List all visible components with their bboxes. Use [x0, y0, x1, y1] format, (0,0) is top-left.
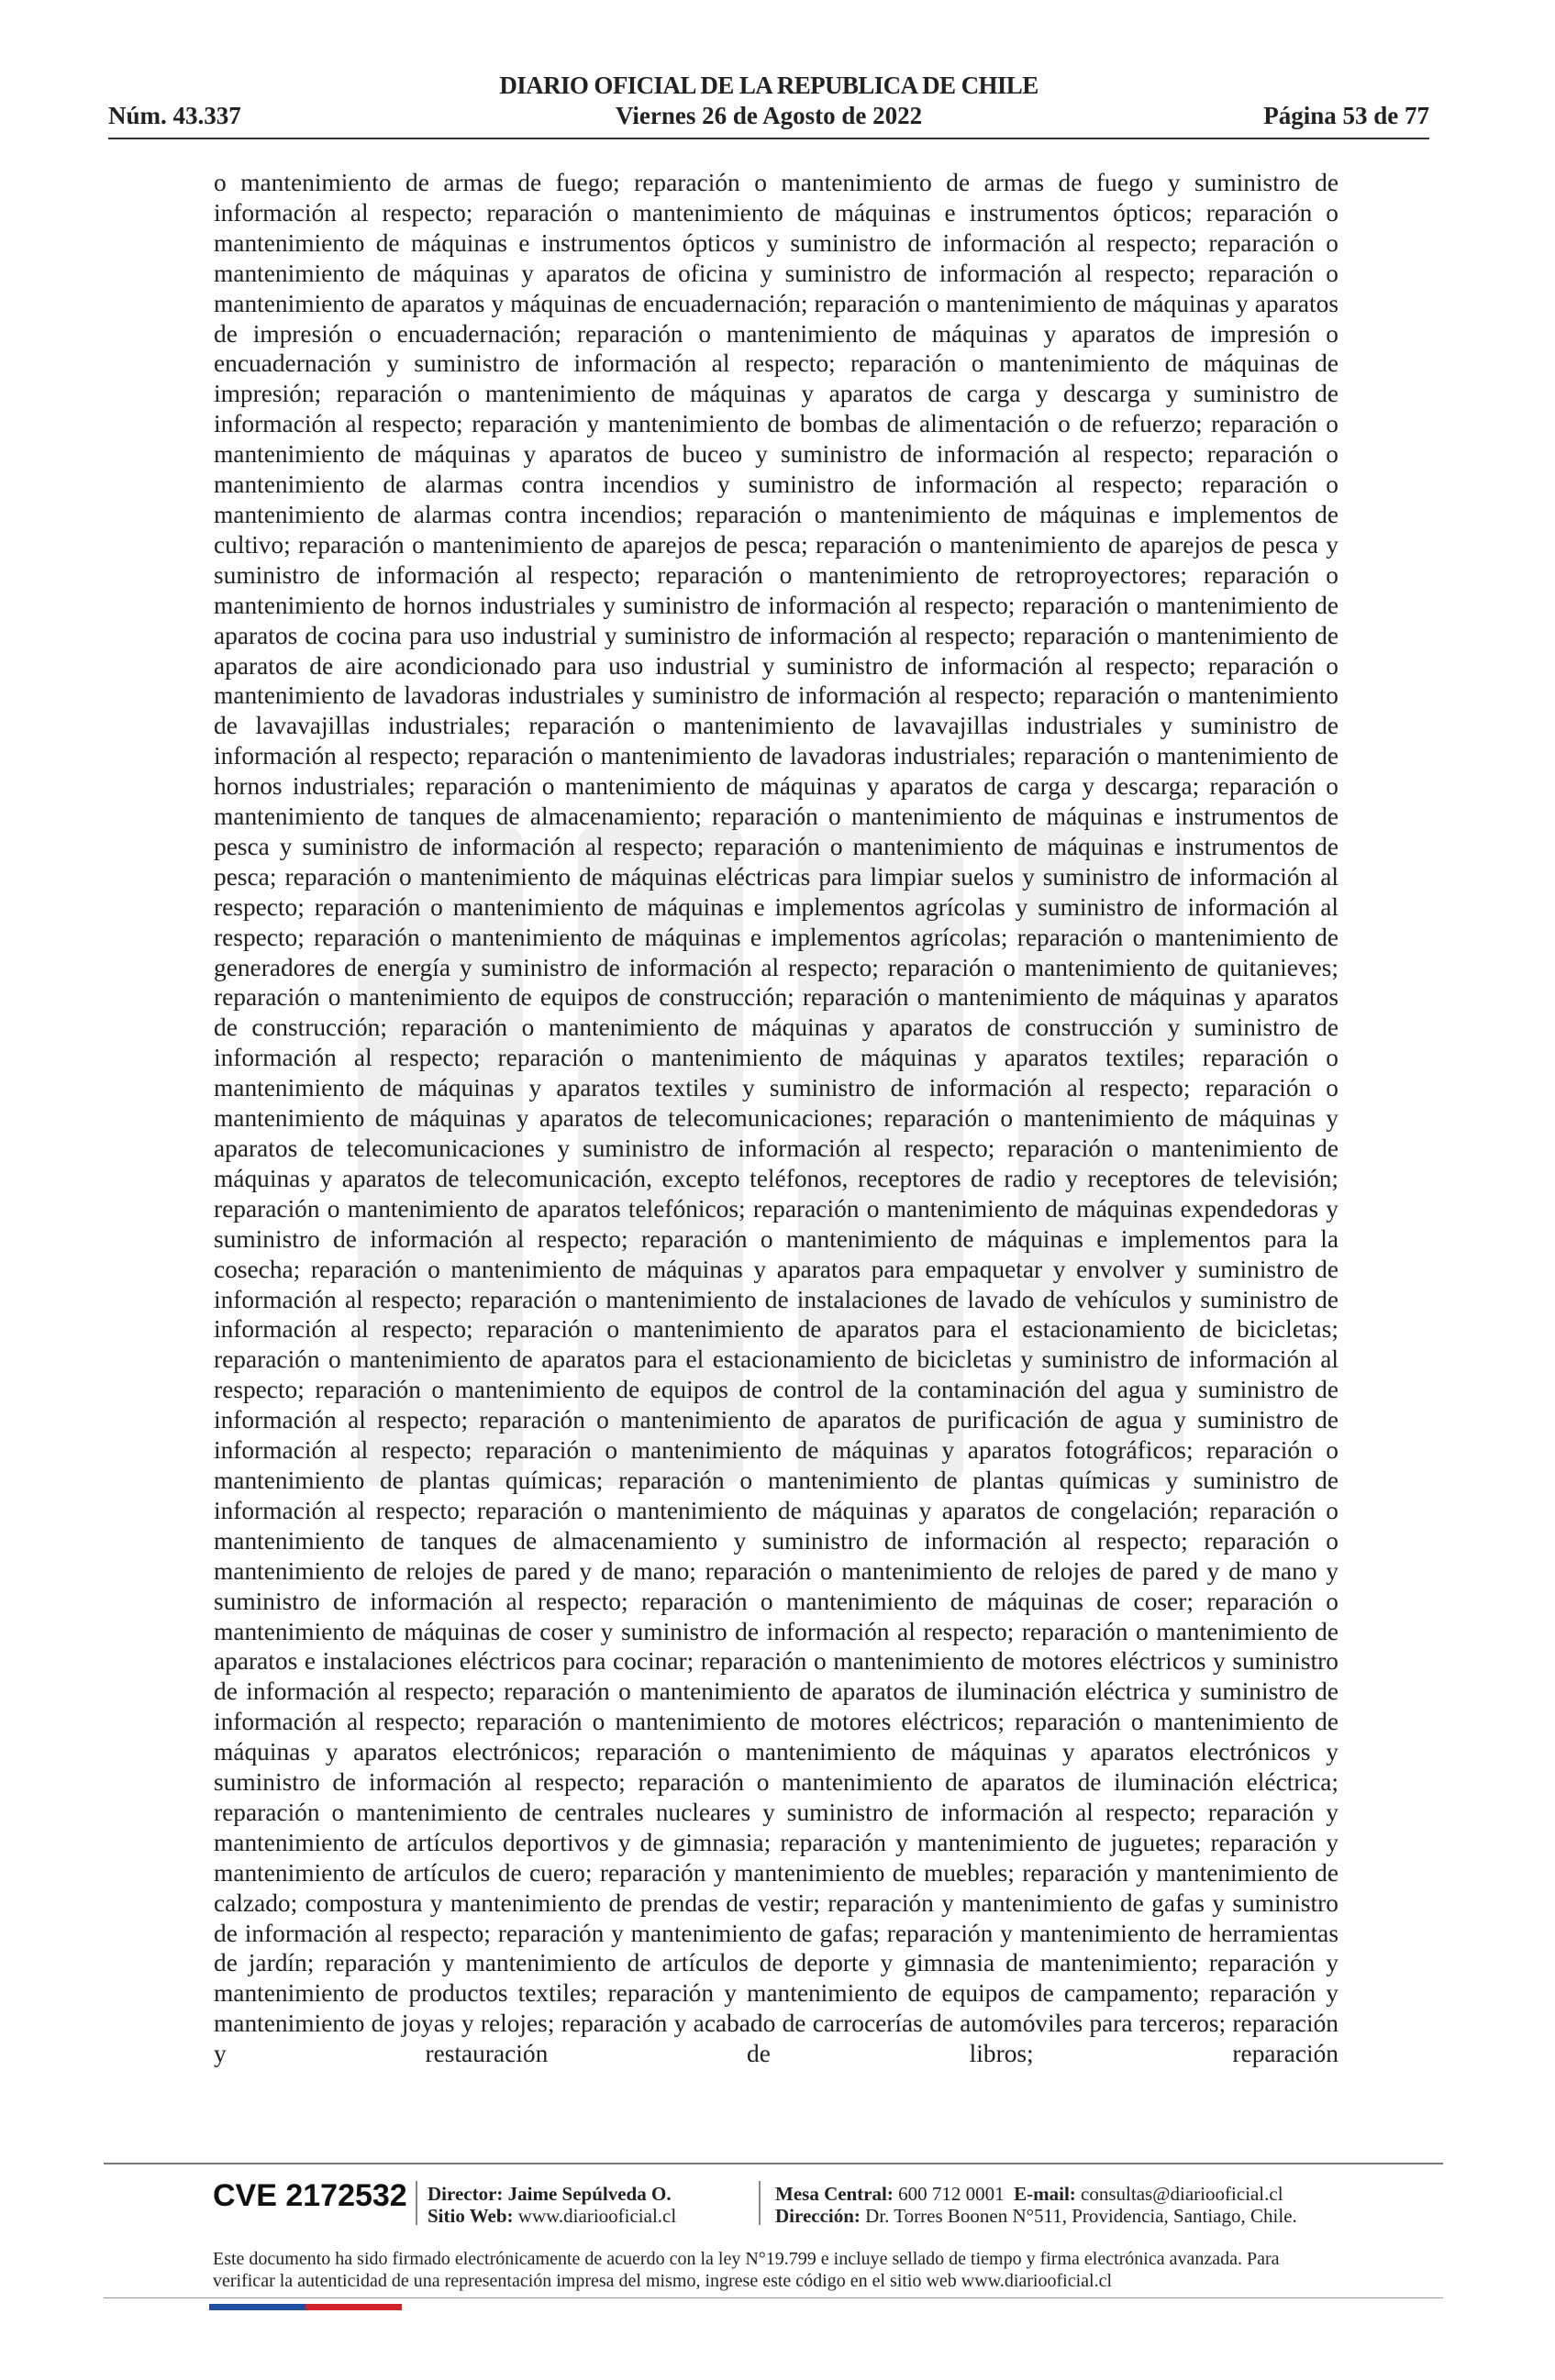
director-name: Jaime Sepúlveda O. — [507, 2183, 672, 2205]
footer-separator — [759, 2181, 761, 2225]
address-label: Dirección: — [775, 2205, 861, 2227]
publication-date: Viernes 26 de Agosto de 2022 — [615, 102, 923, 129]
flag-blue-segment — [209, 2304, 305, 2310]
document-body-paragraph: o mantenimiento de armas de fuego; reparación o mantenimiento de armas de fuego y suministro de información al respecto; reparación o mantenimiento de máquinas e instrumentos ópticos; reparación o mantenimiento de máquinas e instrumentos ópticos y suministro de información al respecto; reparación o mantenimiento de máquinas y aparatos de oficina y suministro de información al respecto; reparación o mantenimiento de aparatos y máquinas de encuadernación; reparación o mantenimiento de máquinas y aparatos de impresión o encuadernación; reparación o mantenimiento de máquinas y aparatos de impresión o encuadernación y suministro de información al respecto; reparación o mantenimiento de máquinas de impresión; reparación o mantenimiento de máquinas y aparatos de carga y descarga y suministro de información al respecto; reparación y mantenimiento de bombas de alimentación o de refuerzo; reparación o mantenimiento de máquinas y aparatos de buceo y suministro de información al respecto; reparación o mantenimiento de alarmas contra incendios y suministro de información al respecto; reparación o mantenimiento de alarmas contra incendios; reparación o mantenimiento de máquinas e implementos de cultivo; reparación o mantenimiento de aparejos de pesca; reparación o mantenimiento de aparejos de pesca y suministro de información al respecto; reparación o mantenimiento de retroproyectores; reparación o mantenimiento de hornos industriales y suministro de información al respecto; reparación o mantenimiento de aparatos de cocina para uso industrial y suministro de información al respecto; reparación o mantenimiento de aparatos de aire acondicionado para uso industrial y suministro de información al respecto; reparación o mantenimiento de lavadoras industriales y suministro de información al respecto; reparación o mantenimiento de lavavajillas industriales; reparación o mantenimiento de lavavajillas industriales y suministro de información al respecto; reparación o mantenimiento de lavadoras industriales; reparación o mantenimiento de hornos industriales; reparación o mantenimiento de máquinas y aparatos de carga y descarga; reparación o mantenimiento de tanques de almacenamiento; reparación o mantenimiento de máquinas e instrumentos de pesca y suministro de información al respecto; reparación o mantenimiento de máquinas e instrumentos de pesca; reparación o mantenimiento de máquinas eléctricas para limpiar suelos y suministro de información al respecto; reparación o mantenimiento de máquinas e implementos agrícolas y suministro de información al respecto; reparación o mantenimiento de máquinas e implementos agrícolas; reparación o mantenimiento de generadores de energía y suministro de información al respecto; reparación o mantenimiento de quitanieves; reparación o mantenimiento de equipos de construcción; reparación o mantenimiento de máquinas y aparatos de construcción; reparación o mantenimiento de máquinas y aparatos de construcción y suministro de información al respecto; reparación o mantenimiento de máquinas y aparatos textiles; reparación o mantenimiento de máquinas y aparatos textiles y suministro de información al respecto; reparación o mantenimiento de máquinas y aparatos de telecomunicaciones; reparación o mantenimiento de máquinas y aparatos de telecomunicaciones y suministro de información al respecto; reparación o mantenimiento de máquinas y aparatos de telecomunicación, excepto teléfonos, receptores de radio y receptores de televisión; reparación o mantenimiento de aparatos telefónicos; reparación o mantenimiento de máquinas expendedoras y suministro de información al respecto; reparación o mantenimiento de máquinas e implementos para la cosecha; reparación o mantenimiento de máquinas y aparatos para empaquetar y envolver y suministro de información al respecto; reparación o mantenimiento de instalaciones de lavado de vehículos y suministro de información al respecto; reparación o mantenimiento de aparatos para el estacionamiento de bicicletas; reparación o mantenimiento de aparatos para el estacionamiento de bicicletas y suministro de información al respecto; reparación o mantenimiento de equipos de control de la contaminación del agua y suministro de información al respecto; reparación o mantenimiento de aparatos de purificación de agua y suministro de información al respecto; reparación o mantenimiento de máquinas y aparatos fotográficos; reparación o mantenimiento de plantas químicas; reparación o mantenimiento de plantas químicas y suministro de información al respecto; reparación o mantenimiento de máquinas y aparatos de congelación; reparación o mantenimiento de tanques de almacenamiento y suministro de información al respecto; reparación o mantenimiento de relojes de pared y de mano; reparación o mantenimiento de relojes de pared y de mano y suministro de información al respecto; reparación o mantenimiento de máquinas de coser; reparación o mantenimiento de máquinas de coser y suministro de información al respecto; reparación o mantenimiento de aparatos e instalaciones eléctricos para cocinar; reparación o mantenimiento de motores eléctricos y suministro de información al respecto; reparación o mantenimiento de aparatos de iluminación eléctrica y suministro de información al respecto; reparación o mantenimiento de motores eléctricos; reparación o mantenimiento de máquinas y aparatos electrónicos; reparación o mantenimiento de máquinas y aparatos electrónicos y suministro de información al respecto; reparación o mantenimiento de aparatos de iluminación eléctrica; reparación o mantenimiento de centrales nucleares y suministro de información al respecto; reparación y mantenimiento de artículos deportivos y de gimnasia; reparación y mantenimiento de juguetes; reparación y mantenimiento de artículos de cuero; reparación y mantenimiento de muebles; reparación y mantenimiento de calzado; compostura y mantenimiento de prendas de vestir; reparación y mantenimiento de gafas y suministro de información al respecto; reparación y mantenimiento de gafas; reparación y mantenimiento de herramientas de jardín; reparación y mantenimiento de artículos de deporte y gimnasia de mantenimiento; reparación y mantenimiento de productos textiles; reparación y mantenimiento de equipos de campamento; reparación y mantenimiento de joyas y relojes; reparación y acabado de carrocerías de automóviles para terceros; reparación y restauración de libros; reparación — [214, 169, 1338, 2068]
phone-label: Mesa Central: — [775, 2183, 894, 2205]
website-label: Sitio Web: — [428, 2205, 514, 2227]
address-text: Dr. Torres Boonen N°511, Providencia, Santiago, Chile. — [865, 2205, 1297, 2227]
cve-code: CVE 2172532 — [213, 2178, 407, 2213]
director-line — [428, 2183, 672, 2205]
address-line — [775, 2205, 1297, 2227]
email-link[interactable]: consultas@diariooficial.cl — [1081, 2183, 1283, 2205]
signature-notice: Este documento ha sido firmado electrónicamente de acuerdo con la ley N°19.799 e incluye sellado de tiempo y firma electrónica avanzada. Para verificar la autenticidad de una representación impresa del mismo, ingrese este código en el sitio web www.diariooficial.cl — [213, 2249, 1280, 2291]
page-header — [108, 72, 1429, 136]
flag-color-bar — [209, 2304, 402, 2310]
email-label: E-mail: — [1014, 2183, 1076, 2205]
website-line — [428, 2205, 676, 2227]
header-divider — [108, 138, 1429, 139]
issue-number: Núm. 43.337 — [108, 102, 241, 129]
flag-red-segment — [305, 2304, 402, 2310]
contact-line — [775, 2183, 1283, 2205]
website-link[interactable]: www.diariooficial.cl — [517, 2205, 677, 2227]
footer-divider — [104, 2163, 1443, 2164]
director-label: Director: — [428, 2183, 504, 2205]
publication-title: DIARIO OFICIAL DE LA REPUBLICA DE CHILE — [499, 72, 1039, 99]
footer-bottom-divider — [104, 2297, 1443, 2298]
footer-separator — [416, 2181, 417, 2225]
phone-number: 600 712 0001 — [898, 2183, 1005, 2205]
page-number: Página 53 de 77 — [1263, 102, 1429, 129]
